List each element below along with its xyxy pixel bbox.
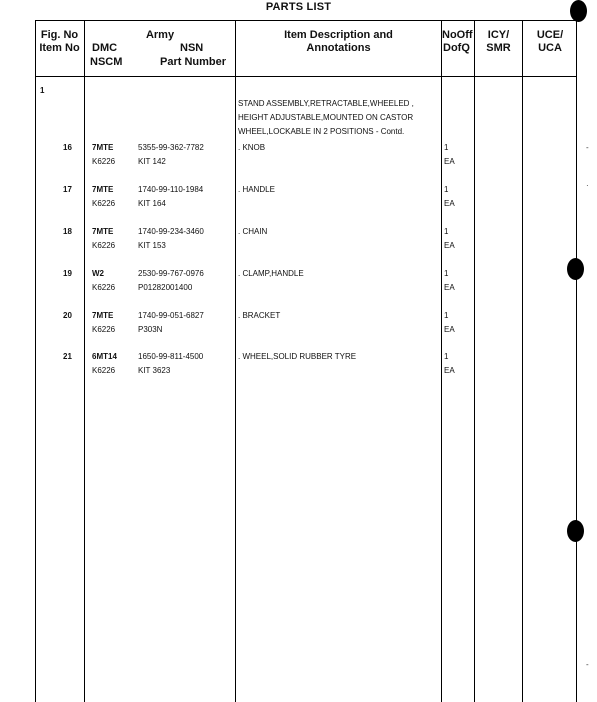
- margin-mark: -: [586, 660, 589, 669]
- header-fig-no: Fig. No: [40, 29, 79, 41]
- assembly-line: STAND ASSEMBLY,RETRACTABLE,WHEELED ,: [238, 99, 414, 108]
- assembly-description: [238, 97, 414, 139]
- binder-hole-top: [570, 0, 587, 22]
- quantity: 1: [444, 352, 449, 361]
- unit: EA: [444, 157, 455, 166]
- header-nsn: NSN: [180, 42, 204, 54]
- unit: EA: [444, 366, 455, 375]
- part-number: KIT 142: [138, 157, 166, 166]
- header-dofq: DofQ: [443, 42, 470, 54]
- item-number: 18: [63, 227, 72, 236]
- quantity: 1: [444, 185, 449, 194]
- column-divider: [441, 20, 442, 702]
- margin-mark: ·: [586, 181, 589, 190]
- nsn: 2530-99-767-0976: [138, 269, 204, 278]
- item-description: . WHEEL,SOLID RUBBER TYRE: [238, 352, 357, 361]
- part-number: KIT 3623: [138, 366, 171, 375]
- nsn: 1650-99-811-4500: [138, 352, 204, 361]
- item-description: . CLAMP,HANDLE: [238, 269, 304, 278]
- header-nooff: NoOff: [442, 29, 473, 41]
- part-number: KIT 164: [138, 199, 166, 208]
- dmc-code: 6MT14: [92, 352, 117, 361]
- item-number: 17: [63, 185, 72, 194]
- nsn: 1740-99-051-6827: [138, 311, 204, 320]
- header-nscm: NSCM: [90, 56, 123, 68]
- page-title: PARTS LIST: [265, 1, 332, 13]
- item-number: 19: [63, 269, 72, 278]
- header-army: Army: [145, 29, 175, 41]
- nsn: 5355-99-362-7782: [138, 143, 204, 152]
- assembly-line: HEIGHT ADJUSTABLE,MOUNTED ON CASTOR: [238, 113, 414, 122]
- item-description: . CHAIN: [238, 227, 268, 236]
- dmc-code: 7MTE: [92, 143, 114, 152]
- nscm-code: K6226: [92, 366, 116, 375]
- part-number: KIT 153: [138, 241, 166, 250]
- nscm-code: K6226: [92, 325, 116, 334]
- quantity: 1: [444, 143, 449, 152]
- dmc-code: 7MTE: [92, 185, 114, 194]
- nscm-code: K6226: [92, 283, 116, 292]
- nscm-code: K6226: [92, 157, 116, 166]
- quantity: 1: [444, 311, 449, 320]
- assembly-line: WHEEL,LOCKABLE IN 2 POSITIONS - Contd.: [238, 127, 405, 136]
- header-dmc: DMC: [92, 42, 118, 54]
- header-item-description: Item Description and: [284, 29, 393, 41]
- nscm-code: K6226: [92, 199, 116, 208]
- unit: EA: [444, 325, 455, 334]
- header-item-no: Item No: [39, 42, 80, 54]
- unit: EA: [444, 241, 455, 250]
- header-icy: ICY/: [487, 29, 510, 41]
- item-number: 20: [63, 311, 72, 320]
- header-smr: SMR: [486, 42, 511, 54]
- header-part-number: Part Number: [160, 56, 227, 68]
- nsn: 1740-99-110-1984: [138, 185, 204, 194]
- quantity: 1: [444, 269, 449, 278]
- item-number: 21: [63, 352, 72, 361]
- item-number: 16: [63, 143, 72, 152]
- column-divider: [235, 20, 236, 702]
- column-divider: [474, 20, 475, 702]
- item-description: . BRACKET: [238, 311, 281, 320]
- nscm-code: K6226: [92, 241, 116, 250]
- unit: EA: [444, 199, 455, 208]
- part-number: P303N: [138, 325, 163, 334]
- header-divider: [35, 76, 577, 77]
- item-description: . HANDLE: [238, 185, 275, 194]
- column-divider: [522, 20, 523, 702]
- nsn: 1740-99-234-3460: [138, 227, 204, 236]
- figure-number: 1: [40, 86, 45, 95]
- item-description: . KNOB: [238, 143, 266, 152]
- dmc-code: W2: [92, 269, 104, 278]
- header-uce: UCE/: [536, 29, 564, 41]
- margin-mark: -: [586, 143, 589, 152]
- header-uca: UCA: [538, 42, 562, 54]
- column-divider: [84, 20, 85, 702]
- dmc-code: 7MTE: [92, 227, 114, 236]
- quantity: 1: [444, 227, 449, 236]
- part-number: P01282001400: [138, 283, 193, 292]
- unit: EA: [444, 283, 455, 292]
- header-annotations: Annotations: [306, 42, 371, 54]
- dmc-code: 7MTE: [92, 311, 114, 320]
